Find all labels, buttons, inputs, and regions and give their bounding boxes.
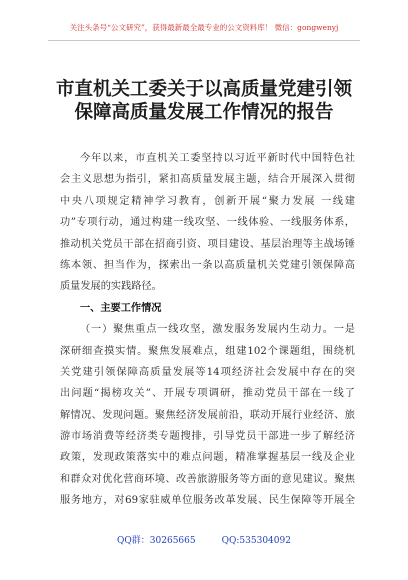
- header-banner: 关注头条号“公文研究”，获得最新最全最专业的公文资料库！ 微信：gongwenyj: [69, 23, 339, 32]
- paragraph-line: 练本领、担当作为，探索出一条以高质量机关党建引领保障高: [60, 259, 355, 271]
- paragraph-line: 中央八项规定精神学习教育，创新开展“聚力发展 一线建: [60, 195, 355, 207]
- qq-group-text: QQ群：30265665: [117, 536, 196, 546]
- title-line: 保障高质量发展工作情况的报告: [74, 102, 334, 123]
- qq-text: QQ:535304092: [221, 536, 291, 546]
- paragraph-line: 游市场消费等经济类专题搜排，引导党员干部进一步了解经济: [60, 431, 355, 443]
- paragraph-line: 解情况、发现问题。聚焦经济发展前沿，联动开展行业经济、旅: [60, 409, 355, 421]
- paragraph-line: 会主义思想为指引，紧扣高质量发展主题，结合开展深入贯彻: [60, 174, 355, 186]
- paragraph-line: 质量发展的实践路径。: [60, 281, 162, 293]
- paragraph-line: 深研细查摸实情。聚焦发展难点，组建102个课题组，围绕机: [60, 345, 355, 357]
- footer-contact: [0, 533, 408, 546]
- document-body: [60, 148, 355, 512]
- paragraph-line: 关党建引领保障高质量发展等14项经济社会发展中存在的突: [60, 366, 355, 378]
- paragraph-line: 和群众对优化营商环境、改善旅游服务等方面的意见建议。聚焦: [60, 473, 355, 485]
- paragraph-line: 政策，发现政策落实中的难点问题，精准掌握基层一线及企业: [60, 452, 355, 464]
- paragraph-line: 推动机关党员干部在招商引资、项目建设、基层治理等主战场锤: [60, 238, 355, 250]
- paragraph-line: 今年以来，市直机关工委坚持以习近平新时代中国特色社: [80, 153, 355, 164]
- paragraph-line: （一）聚焦重点一线攻坚，激发服务发展内生动力。一是: [80, 324, 355, 336]
- paragraph-line: 出问题“揭榜攻关”、开展专项调研，推动党员干部在一线了: [60, 388, 355, 400]
- paragraph-line: 功”专项行动，通过构建一线攻坚、一线体验、一线服务体系，: [60, 217, 355, 229]
- title-line: 市直机关工委关于以高质量党建引领: [55, 79, 352, 100]
- paragraph-line: 服务地方，对69家驻威单位服务改革发展、民生保障等开展全: [60, 495, 355, 507]
- header-divider: [48, 40, 360, 41]
- document-title: [0, 78, 408, 124]
- section-heading: 一、主要工作情况: [80, 301, 162, 314]
